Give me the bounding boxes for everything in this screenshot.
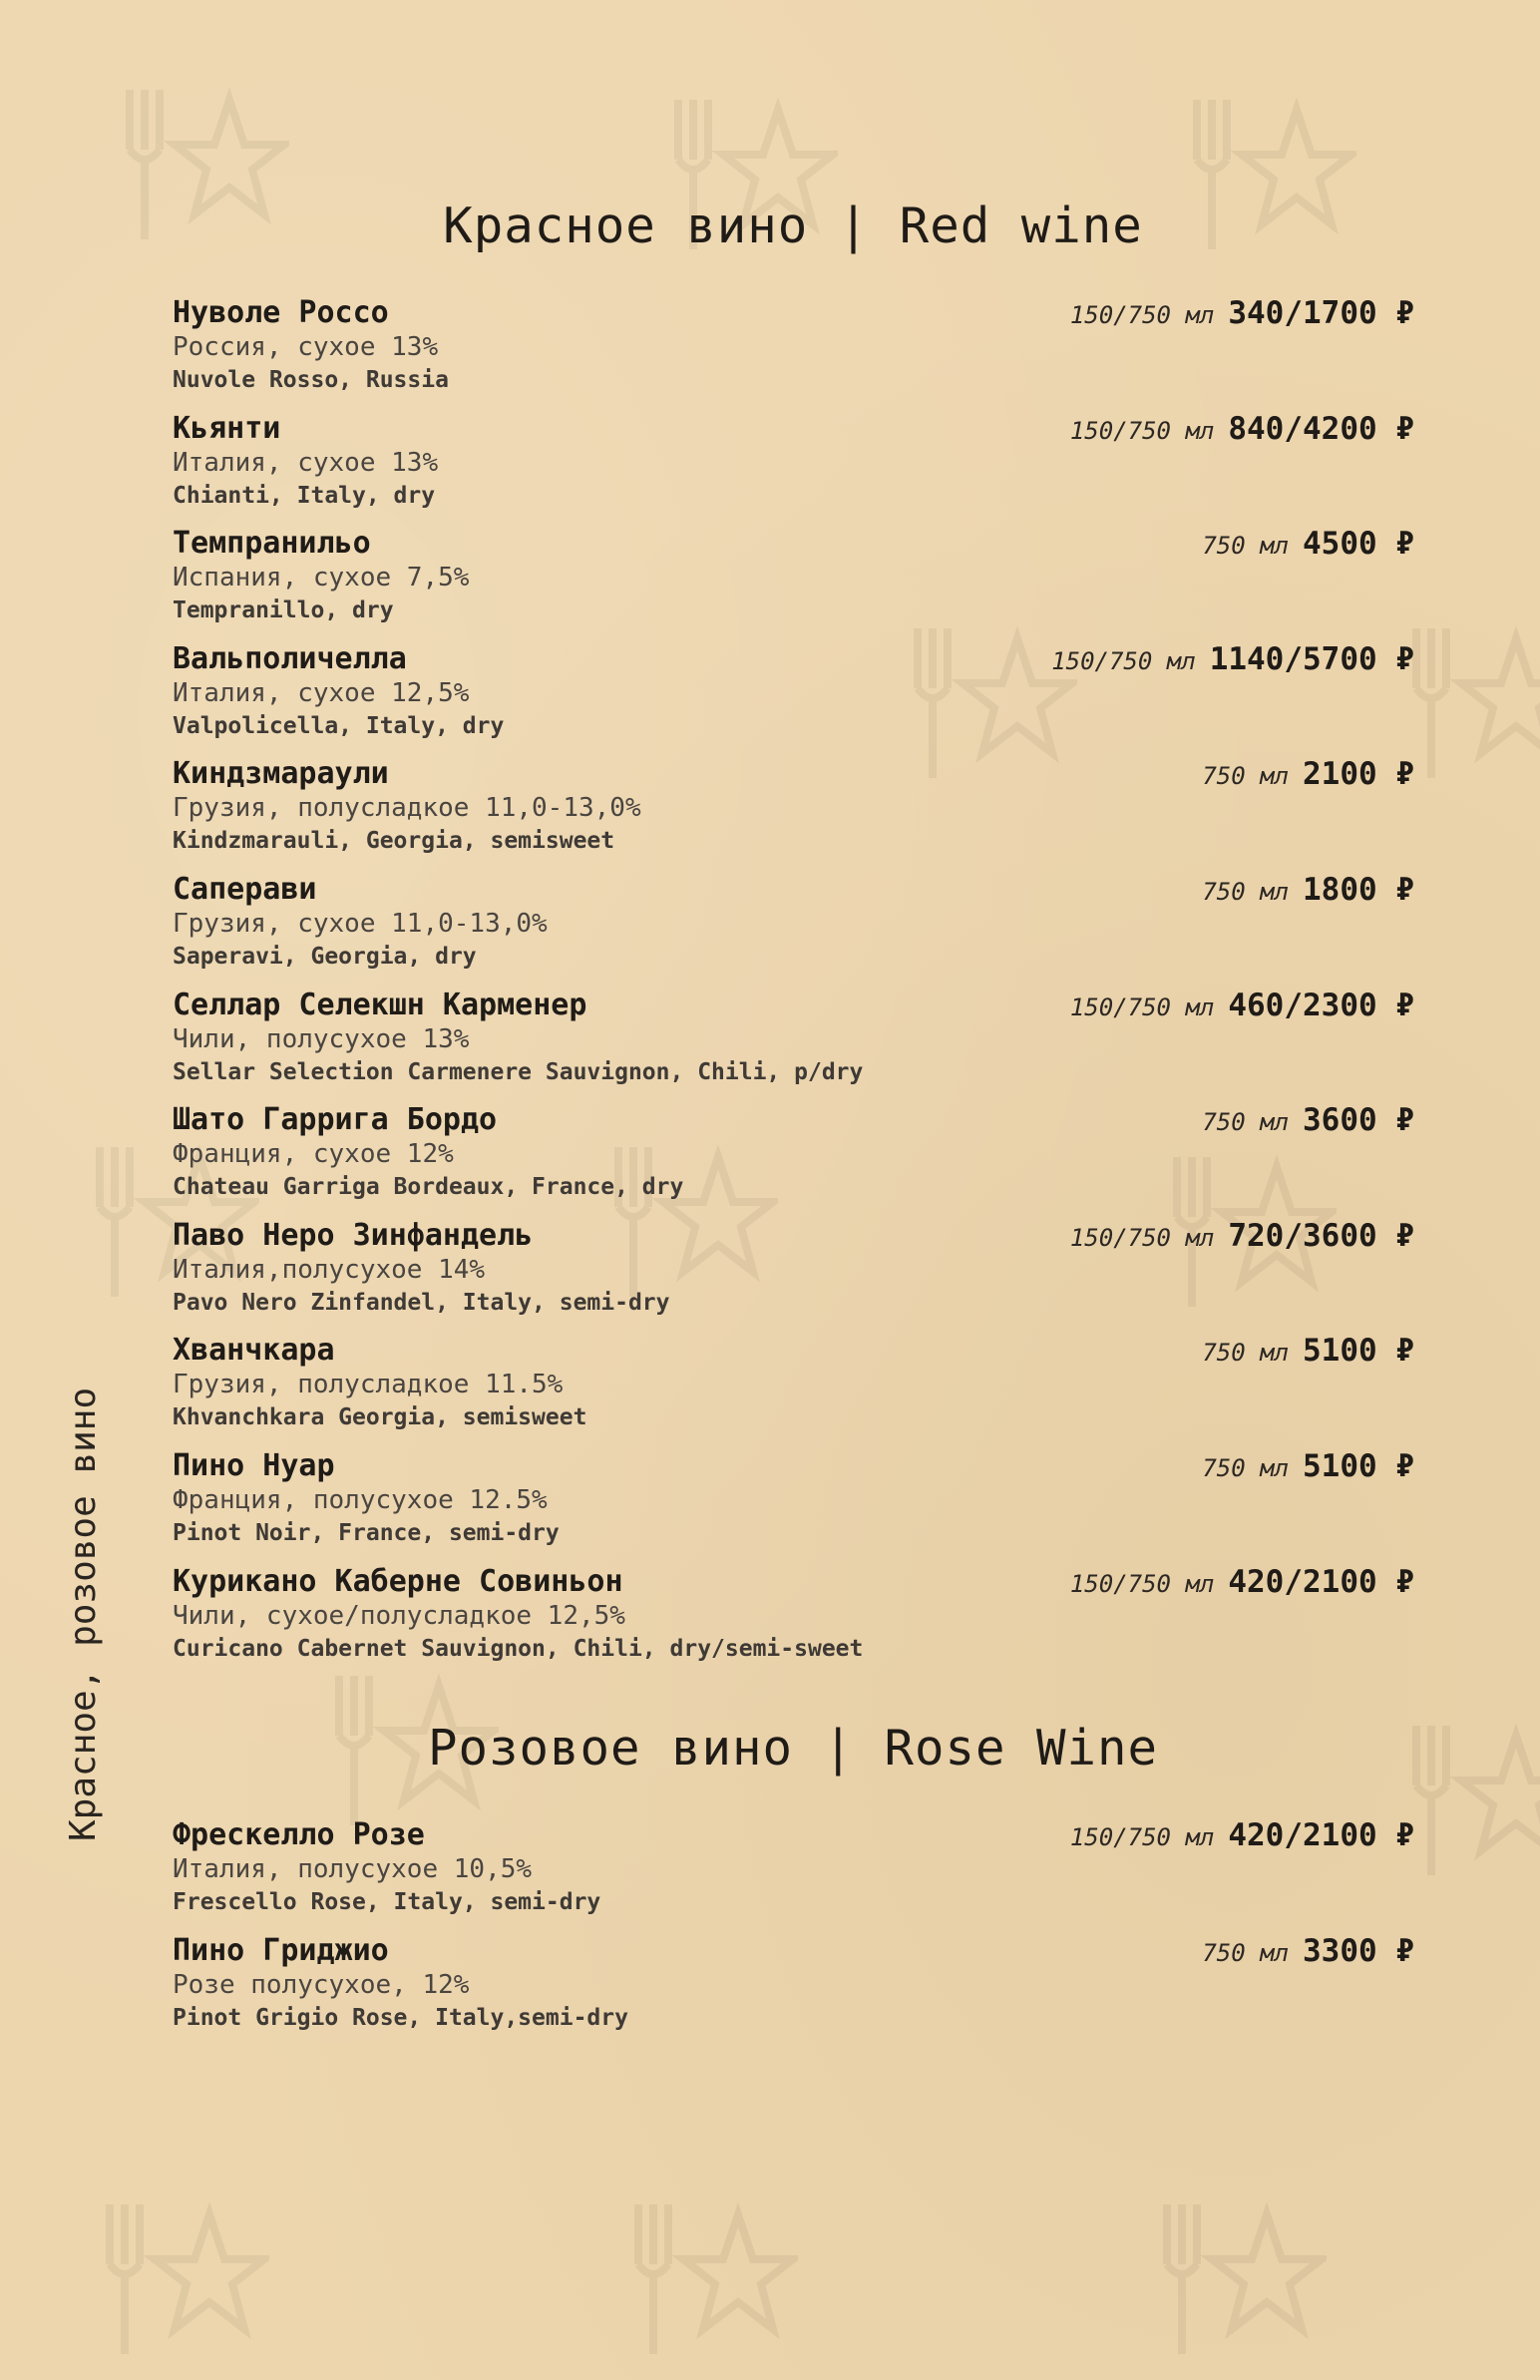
wine-price: 5100 ₽ [1303,1448,1414,1484]
wine-english-name: Nuvole Rosso, Russia [173,367,449,393]
wine-description: Франция, сухое 12% [173,1139,454,1170]
side-section-label: Красное, розовое вино [63,1387,104,1841]
wine-english-name: Chateau Garriga Bordeaux, France, dry [173,1174,684,1201]
wine-description: Чили, полусухое 13% [173,1023,470,1054]
wine-price: 1140/5700 ₽ [1209,640,1414,677]
wine-price-block [1202,526,1414,562]
wine-price: 420/2100 ₽ [1228,1817,1414,1853]
wine-price: 4500 ₽ [1303,526,1414,563]
wine-price-block [1070,1817,1414,1853]
wine-description: Грузия, полусладкое 11.5% [173,1370,564,1400]
wine-english-name: Tempranillo, dry [173,597,394,624]
wine-english-name: Pinot Noir, France, semi-dry [173,1520,560,1546]
wine-item [173,1102,1414,1212]
wine-volume: 750 мл [1202,1108,1290,1137]
wine-description: Чили, сухое/полусладкое 12,5% [173,1600,625,1631]
wine-item [173,1564,1414,1674]
wine-price: 720/3600 ₽ [1228,1217,1414,1254]
wine-english-name: Saperavi, Georgia, dry [173,944,477,970]
wine-item [173,295,1414,405]
wine-price-block [1051,641,1414,677]
wine-price-block [1070,1564,1414,1600]
wine-price-block [1202,1333,1414,1369]
wine-item [173,988,1414,1097]
wine-item [173,641,1414,751]
wine-volume: 150/750 мл [1069,416,1215,445]
wine-volume: 150/750 мл [1069,1823,1215,1851]
wine-price-block [1202,1102,1414,1138]
wine-price: 840/4200 ₽ [1228,410,1414,447]
wine-description: Грузия, полусладкое 11,0-13,0% [173,793,641,824]
wine-volume: 750 мл [1202,532,1290,561]
wine-description: Италия, сухое 12,5% [173,677,470,708]
wine-name: Селлар Селекшн Карменер [173,987,587,1022]
wine-name: Кьянти [173,410,281,446]
wine-volume: 150/750 мл [1051,646,1196,675]
wine-volume: 750 мл [1202,1454,1290,1482]
watermark-fork-star-icon [598,2175,798,2374]
wine-price: 3300 ₽ [1303,1933,1414,1969]
wine-volume: 750 мл [1202,762,1290,791]
wine-name: Пино Гриджио [173,1933,389,1968]
wine-name: Пино Нуар [173,1448,335,1483]
wine-english-name: Khvanchkara Georgia, semisweet [173,1404,587,1431]
rose-wine-title: Розовое вино | Rose Wine [427,1720,1158,1777]
wine-name: Шато Гаррига Бордо [173,1102,498,1138]
wine-english-name: Valpolicella, Italy, dry [173,712,505,739]
wine-name: Паво Неро Зинфандель [173,1217,534,1253]
wine-price-block [1202,756,1414,792]
watermark-fork-star-icon [70,2175,269,2374]
wine-price-block [1202,1933,1414,1969]
wine-item [173,1817,1414,1927]
wine-item [173,1448,1414,1558]
wine-item [173,526,1414,635]
wine-volume: 750 мл [1202,878,1290,906]
wine-name: Саперави [173,872,317,907]
wine-description: Франция, полусухое 12.5% [173,1485,548,1515]
wine-name: Курикано Каберне Совиньон [173,1563,623,1599]
wine-english-name: Sellar Selection Carmenere Sauvignon, Chili, p/dry [173,1058,864,1085]
wine-volume: 750 мл [1202,1339,1290,1368]
wine-price-block [1202,872,1414,908]
wine-price-block [1070,988,1414,1023]
wine-name: Киндзмараули [173,756,389,792]
wine-description: Италия, полусухое 10,5% [173,1854,533,1884]
wine-price: 5100 ₽ [1303,1333,1414,1370]
wine-name: Нуволе Россо [173,295,389,330]
wine-description: Россия, сухое 13% [173,332,439,362]
wine-name: Темпранильо [173,526,371,562]
wine-item [173,411,1414,521]
wine-volume: 150/750 мл [1069,1569,1215,1598]
wine-price: 460/2300 ₽ [1228,987,1414,1023]
wine-description: Розе полусухое, 12% [173,1970,470,2000]
wine-price: 2100 ₽ [1303,756,1414,793]
wine-english-name: Frescello Rose, Italy, semi-dry [173,1889,601,1915]
wine-item [173,1933,1414,2043]
wine-volume: 150/750 мл [1069,992,1215,1021]
wine-item [173,1218,1414,1328]
wine-name: Вальполичелла [173,640,407,676]
wine-english-name: Kindzmarauli, Georgia, semisweet [173,828,615,855]
wine-price-block [1070,295,1414,331]
wine-price: 1800 ₽ [1303,872,1414,908]
wine-item [173,872,1414,982]
wine-price: 3600 ₽ [1303,1102,1414,1139]
wine-volume: 750 мл [1202,1939,1290,1967]
wine-name: Фрескелло Розе [173,1817,425,1852]
wine-english-name: Chianti, Italy, dry [173,482,436,509]
wine-description: Грузия, сухое 11,0-13,0% [173,909,548,939]
wine-price-block [1202,1448,1414,1484]
watermark-fork-star-icon [1127,2175,1327,2374]
wine-english-name: Pavo Nero Zinfandel, Italy, semi-dry [173,1289,670,1316]
wine-description: Италия, сухое 13% [173,447,439,478]
wine-english-name: Curicano Cabernet Sauvignon, Chili, dry/semi-sweet [173,1635,864,1662]
wine-volume: 150/750 мл [1069,1223,1215,1252]
wine-price-block [1070,411,1414,447]
wine-item [173,1333,1414,1442]
wine-item [173,756,1414,866]
red-wine-title: Красное вино | Red wine [443,198,1143,254]
wine-volume: 150/750 мл [1069,301,1215,329]
wine-price: 340/1700 ₽ [1228,295,1414,331]
wine-name: Хванчкара [173,1333,335,1369]
wine-price: 420/2100 ₽ [1228,1563,1414,1600]
wine-description: Италия,полусухое 14% [173,1254,486,1285]
wine-description: Испания, сухое 7,5% [173,563,470,594]
wine-english-name: Pinot Grigio Rose, Italy,semi-dry [173,2005,628,2031]
wine-price-block [1070,1218,1414,1254]
